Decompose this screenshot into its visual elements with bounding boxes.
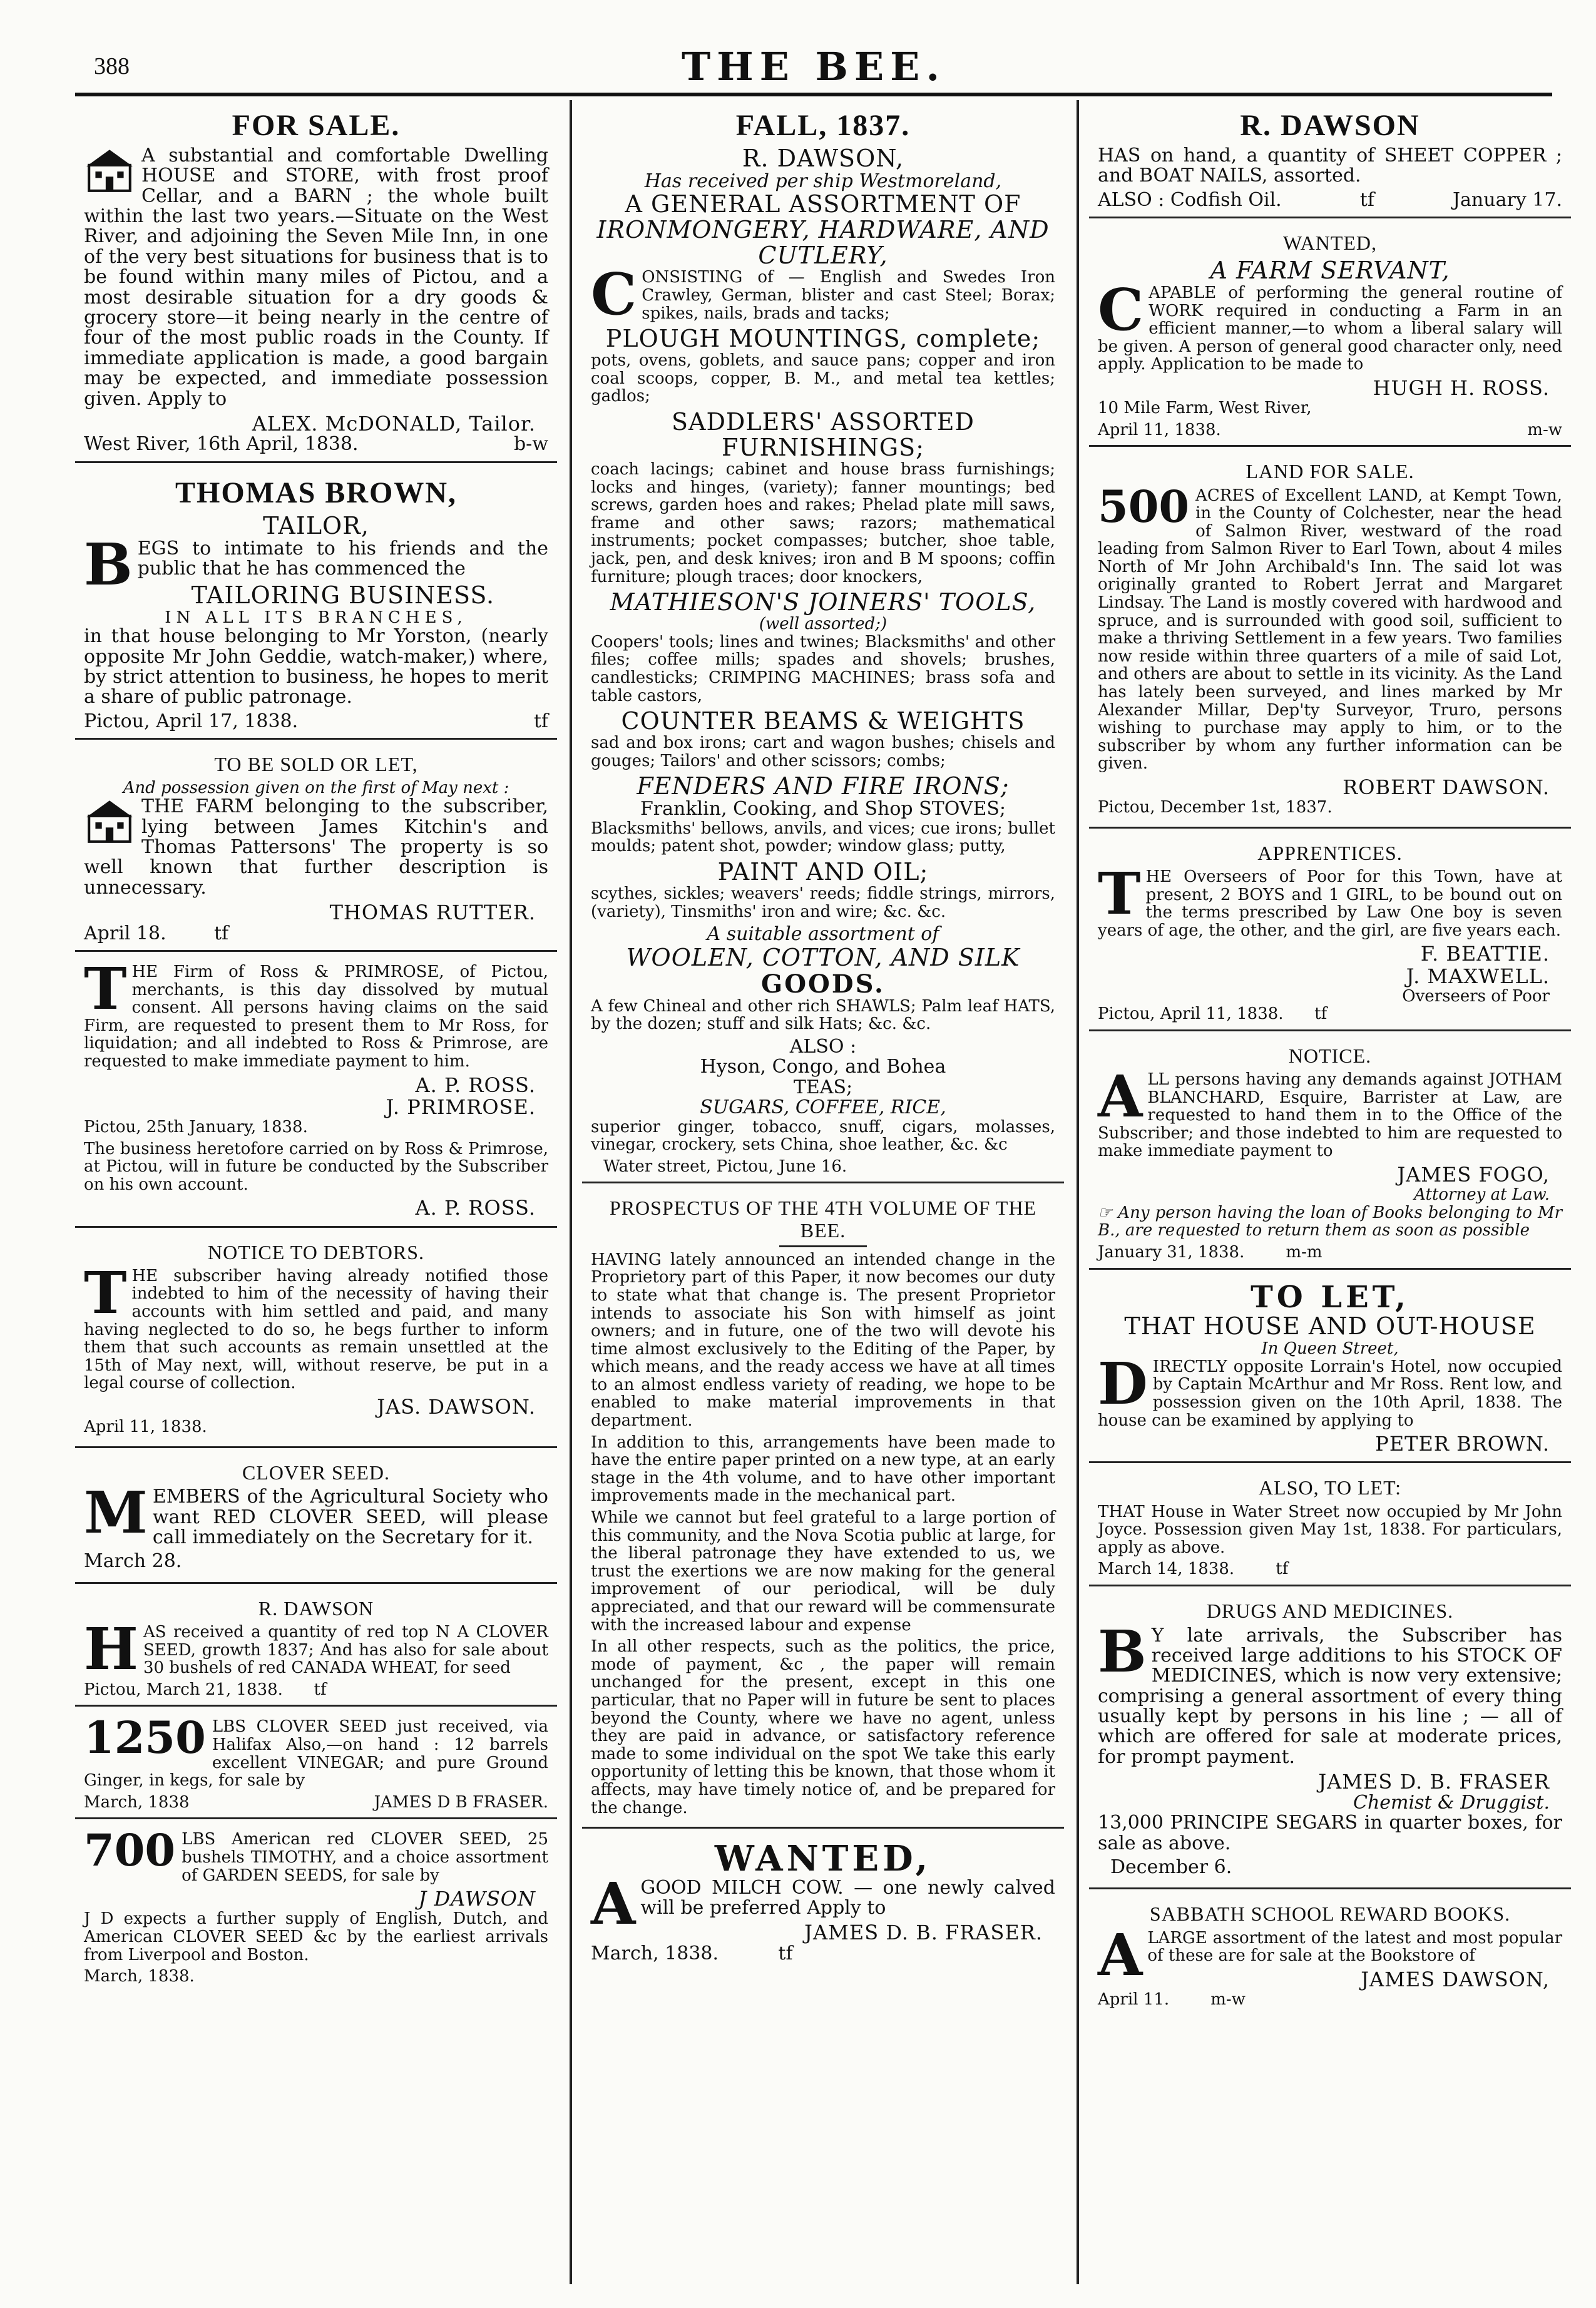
column-3 bbox=[1089, 103, 1571, 2275]
ad-assorted: (well assorted;) bbox=[759, 615, 888, 634]
drop-cap: H bbox=[84, 1615, 138, 1683]
big-number: 700 bbox=[84, 1824, 176, 1877]
ad-code: tf bbox=[1314, 1004, 1327, 1024]
ad-teas: TEAS; bbox=[793, 1076, 853, 1098]
ad-business: TAILORING BUSINESS. bbox=[191, 581, 495, 610]
article-paragraph: In all other respects, such as the politics, the price, mode of payment, &c , the paper will remain unchanged for the present, except in this one particular, that no Paper will in future be sent to places beyond the County, where we have no agent, unless they are paid in advance, or satisfactory reference made to some individual on the spot We take this early opportunity of letting this be known, that those whom it affects, may have timely notice of, and be prepared for the change. bbox=[591, 1637, 1055, 1817]
clover-seed-ad bbox=[75, 1456, 557, 1584]
ad-signature: ROBERT DAWSON. bbox=[1343, 775, 1550, 800]
title-rule bbox=[779, 1245, 867, 1247]
ad-code: tf bbox=[533, 710, 548, 732]
ad-body: Y late arrivals, the Subscriber has received large additions to his STOCK OF MEDICINES, which is now very extensive; comprising a general assortment of every thing usually kept by persons in his line ; — all of which are offered for sale at moderate prices, for prompt payment. bbox=[1098, 1624, 1562, 1768]
ad-signature: J DAWSON bbox=[418, 1887, 536, 1911]
ad-coopers: Coopers' tools; lines and twines; Blacksmiths' and other files; coffee mills; spades and shovels; brushes, candlesticks; CRIMPING MACHINES; brass sofa and table castors, bbox=[591, 632, 1055, 705]
ad-date: Water street, Pictou, June 16. bbox=[603, 1157, 847, 1176]
drop-cap: A bbox=[1098, 1921, 1143, 1989]
ad-title: THOMAS BROWN, bbox=[175, 476, 458, 509]
ad-body: LBS CLOVER SEED just received, via Halifax Also,—on hand : 12 barrels excellent VINEGAR; and pure Ground Ginger, in kegs, for sale by bbox=[84, 1717, 548, 1790]
ad-note: J D expects a further supply of English, Dutch, and American CLOVER SEED &c by the earliest arrivals from Liverpool and Boston. bbox=[84, 1909, 548, 1964]
column-divider bbox=[570, 100, 572, 2284]
ad-code: m-w bbox=[1527, 420, 1562, 439]
article-paragraph: HAVING lately announced an intended change in the Proprietory part of this Paper, it now becomes our duty to state what that change is. The present Proprietor intends to associate his Son with himself as joint owners; and in future, one of the two will devote his time almost exclusively to the Editing of the Paper, by which means, and the ready access we have at all times to an almost endless variety of reading, we hope to be enabled to make material improvements in that department. bbox=[591, 1250, 1055, 1431]
ad-body: HE Firm of Ross & PRIMROSE, of Pictou, merchants, is this day dissolved by mutual consent. All persons having claims on the said Firm, are requested to present them to Mr Ross, for liquidation; and all indebted to Ross & Primrose, are requested to make immediate payment to him. bbox=[84, 963, 548, 1071]
ad-signature: JAMES D B FRASER. bbox=[374, 1792, 548, 1812]
ad-sugars: SUGARS, COFFEE, RICE, bbox=[700, 1096, 946, 1119]
also-to-let-ad bbox=[1089, 1471, 1571, 1586]
ad-body: LARGE assortment of the latest and most popular of these are for sale at the Bookstore of bbox=[1147, 1928, 1562, 1966]
ad-code: tf bbox=[314, 1680, 327, 1699]
ad-also: ALSO : bbox=[789, 1036, 857, 1058]
ad-signature: A. P. ROSS. bbox=[415, 1196, 536, 1220]
ad-signature: ALEX. McDONALD, Tailor. bbox=[252, 411, 536, 436]
ad-title: FALL, 1837. bbox=[735, 109, 911, 142]
dawson-copper-ad bbox=[1089, 103, 1571, 218]
debtors-notice-ad bbox=[75, 1235, 557, 1448]
ad-date: April 11. bbox=[1098, 1989, 1170, 2009]
ad-body: THAT House in Water Street now occupied by Mr John Joyce. Possession given May 1st, 1838. For particulars, apply as above. bbox=[1098, 1502, 1562, 1557]
ad-shawls: A few Chineal and other rich SHAWLS; Palm leaf HATS, by the dozen; stuff and silk Hats; &c. &c. bbox=[591, 996, 1055, 1034]
drugs-medicines-ad bbox=[1089, 1594, 1571, 1889]
ad-pots: pots, ovens, goblets, and sauce pans; copper and iron coal scoops, copper, B. M., and metal tea kettles; gadlos; bbox=[591, 351, 1055, 406]
ad-signature: JAMES D. B. FRASER. bbox=[804, 1921, 1043, 1945]
ad-role: Attorney at Law. bbox=[1414, 1185, 1550, 1205]
ad-name: R. DAWSON, bbox=[742, 144, 904, 172]
ad-code: tf bbox=[213, 922, 229, 944]
house-icon bbox=[84, 147, 135, 192]
column-1 bbox=[75, 103, 557, 2275]
ad-intro: EGS to intimate to his friends and the public that he has commenced the bbox=[137, 537, 548, 580]
ad-date: March, 1838. bbox=[591, 1942, 719, 1964]
ad-iron: IRONMONGERY, HARDWARE, AND CUTLERY, bbox=[596, 216, 1050, 270]
article-paragraph: While we cannot but feel grateful to a large portion of this community, and the Nova Scotia public at large, for the liberal patronage they have extended to us, we trust the exertions we are now making for the general improvement of our periodical, will be duly appreciated, and that our reward will be commensurate with the increased labour and expense bbox=[591, 1508, 1055, 1635]
ad-title: WANTED, bbox=[1282, 232, 1378, 254]
ad-title: WANTED, bbox=[714, 1838, 932, 1880]
column-2 bbox=[582, 103, 1064, 2275]
ad-fenders: FENDERS AND FIRE IRONS; bbox=[637, 772, 1010, 800]
ad-title: LAND FOR SALE. bbox=[1246, 460, 1414, 483]
ad-signature: JAMES D. B. FRASER bbox=[1318, 1770, 1550, 1794]
sabbath-books-ad bbox=[1089, 1897, 1571, 2014]
wanted-cow-ad bbox=[582, 1836, 1064, 1970]
ad-plough: PLOUGH MOUNTINGS, complete; bbox=[605, 325, 1041, 353]
big-number: 500 bbox=[1098, 480, 1190, 533]
ad-subtitle: TAILOR, bbox=[263, 511, 369, 539]
ad-place: 10 Mile Farm, West River, bbox=[1098, 399, 1312, 418]
ad-date: April 11, 1838. bbox=[1098, 420, 1221, 439]
drop-cap: C bbox=[591, 260, 637, 329]
ad-date: January 31, 1838. bbox=[1098, 1243, 1245, 1262]
drop-cap: T bbox=[84, 1259, 127, 1327]
ad-body: LBS American red CLOVER SEED, 25 bushels TIMOTHY, and a choice assortment of GARDEN SEEDS, for sale by bbox=[182, 1830, 548, 1885]
ad-body: HAS on hand, a quantity of SHEET COPPER ; and BOAT NAILS, assorted. bbox=[1098, 144, 1562, 187]
ross-primrose-ad bbox=[75, 955, 557, 1228]
ad-role: Overseers of Poor bbox=[1402, 986, 1550, 1006]
page-header bbox=[75, 44, 1552, 94]
drop-cap: D bbox=[1098, 1349, 1148, 1417]
ad-woolen: WOOLEN, COTTON, AND SILK bbox=[626, 943, 1020, 971]
drop-cap: M bbox=[84, 1479, 148, 1547]
ad-body: EMBERS of the Agricultural Society who want RED CLOVER SEED, will please call immediately on the Secretary for it. bbox=[152, 1486, 548, 1549]
ad-code: b-w bbox=[513, 433, 548, 456]
ad-date: December 6. bbox=[1110, 1856, 1232, 1878]
apprentices-ad bbox=[1089, 836, 1571, 1031]
ad-subtitle: And possession given on the first of May next : bbox=[123, 778, 509, 797]
ad-date: January 17. bbox=[1453, 188, 1562, 211]
ad-title: APPRENTICES. bbox=[1257, 841, 1403, 864]
ad-scythes: scythes, sickles; weavers' reeds; fiddle strings, mirrors, (variety), Tinsmiths' iron and wire; &c. &c. bbox=[591, 884, 1055, 921]
ad-signature: J. MAXWELL. bbox=[1406, 964, 1550, 988]
ad-date: Pictou, 25th January, 1838. bbox=[84, 1118, 308, 1137]
thomas-brown-ad bbox=[75, 471, 557, 740]
ad-role: Chemist & Druggist. bbox=[1353, 1791, 1550, 1814]
ad-title: TO BE SOLD OR LET, bbox=[214, 753, 418, 776]
ad-signature: JAMES FOGO, bbox=[1397, 1163, 1550, 1187]
ad-body: LL persons having any demands against JOTHAM BLANCHARD, Esquire, Barrister at Law, are requested to hand them in to the Office of the Subscriber; and those indebted to him are requested to make immediate payment to bbox=[1098, 1070, 1562, 1161]
ad-code: m-w bbox=[1210, 1989, 1246, 2009]
pointing-hand-icon: ☞ bbox=[1098, 1203, 1118, 1222]
masthead: THE BEE. bbox=[681, 44, 946, 89]
house-icon bbox=[84, 798, 135, 843]
ad-title: R. DAWSON bbox=[1240, 109, 1420, 142]
ad-street: In Queen Street, bbox=[1261, 1339, 1399, 1359]
ad-house: THAT HOUSE AND OUT-HOUSE bbox=[1124, 1312, 1536, 1340]
drop-cap: T bbox=[84, 955, 127, 1023]
ad-body: ACRES of Excellent LAND, at Kempt Town, in the County of Colchester, near the head of Salmon River, westward of the road leading from Salmon River to Earl Town, about 4 miles North of Mr John Archibald's Inn. The said lot was originally granted to Robert Jerrat and Margaret Lindsay. The Land is mostly covered with hardwood and spruce, and is surrounded with good soil, sufficient to make a thriving Settlement in a few years. Two families now reside within three quarters of a mile of said Lot, and others are about to settle in its vicinity. As the Land has lately been surveyed, and lines marked by Mr Alexander Millar, Dep'ty Surveyor, Truro, persons wishing to purchase may apply to him, or to the subscriber by whom any further information can be given. bbox=[1098, 486, 1562, 774]
ad-body: IRECTLY opposite Lorrain's Hotel, now occupied by Captain McArthur and Mr Ross. Rent low, and possession given on the 10th April, 1838. The house can be examined by applying to bbox=[1098, 1357, 1562, 1430]
fall-1837-ad bbox=[582, 103, 1064, 1183]
ad-stoves: Franklin, Cooking, and Shop STOVES; bbox=[640, 798, 1006, 820]
drop-cap: A bbox=[1098, 1063, 1143, 1131]
ad-signature: JAMES DAWSON, bbox=[1361, 1967, 1550, 1991]
ad-paint: PAINT AND OIL; bbox=[717, 857, 929, 886]
ad-body: APABLE of performing the general routine of WORK required in conducting a Farm in an efficient manner,—to whom a liberal salary will be given. A person of general good character only, need apply. Application to be made to bbox=[1098, 283, 1562, 374]
dawson-seed-ad bbox=[75, 1591, 557, 1707]
ad-signature: J. PRIMROSE. bbox=[386, 1095, 536, 1119]
ad-date: Pictou, April 11, 1838. bbox=[1098, 1004, 1284, 1024]
ad-title: NOTICE TO DEBTORS. bbox=[207, 1240, 425, 1264]
ad-signature: JAS. DAWSON. bbox=[377, 1394, 536, 1419]
ad-date: Pictou, March 21, 1838. bbox=[84, 1680, 283, 1699]
ad-date: March 14, 1838. bbox=[1098, 1560, 1235, 1579]
page-number: 388 bbox=[94, 53, 130, 79]
ad-title: FOR SALE. bbox=[232, 109, 401, 142]
land-for-sale-ad bbox=[1089, 454, 1571, 828]
ad-code: m-m bbox=[1286, 1243, 1322, 1262]
ad-title: DRUGS AND MEDICINES. bbox=[1206, 1599, 1454, 1622]
ad-note: Any person having the loan of Books belonging to Mr B., are requested to return them as soon as possible bbox=[1098, 1203, 1562, 1240]
drop-cap: T bbox=[1098, 859, 1141, 927]
ad-bellows: Blacksmiths' bellows, anvils, and vices; cue irons; bullet moulds; patent shot, powder; window glass; putty, bbox=[591, 819, 1055, 856]
ad-body: A substantial and comfortable Dwelling HOUSE and STORE, with frost proof Cellar, and a BARN ; the whole built within the last two years.—Situate on the West River, and adjoining the Seven Mile Inn, in one of the very best situations for business that is to be found within many miles of Pictou, and a most desirable situation for a dry goods & grocery store—it being nearly in the centre of four of the most public roads in the County. If immediate application is made, a good bargain may be expected, and immediate possession given. Apply to bbox=[84, 144, 548, 410]
ad-spaced: IN ALL ITS BRANCHES, bbox=[165, 608, 468, 627]
ad-title: NOTICE. bbox=[1288, 1044, 1372, 1067]
ad-date: April 18. bbox=[84, 922, 166, 944]
ad-also: ALSO : Codfish Oil. bbox=[1098, 188, 1282, 211]
drop-cap: B bbox=[1098, 1617, 1147, 1685]
article-title: PROSPECTUS OF THE 4TH VOLUME OF THE BEE. bbox=[609, 1197, 1037, 1242]
header-rule bbox=[75, 93, 1552, 96]
ad-general: A GENERAL ASSORTMENT OF bbox=[625, 190, 1021, 218]
drop-cap: A bbox=[591, 1869, 636, 1938]
ad-suitable: A suitable assortment of bbox=[707, 923, 939, 946]
ad-body: THE FARM belonging to the subscriber, lying between James Kitchin's and Thomas Pattersons' The property is so well known that further description is unnecessary. bbox=[84, 795, 548, 899]
ad-note: The business heretofore carried on by Ross & Primrose, at Pictou, will in future be conducted by the Subscriber on his own account. bbox=[84, 1139, 548, 1194]
ad-code: tf bbox=[778, 1942, 793, 1964]
drop-cap: C bbox=[1098, 275, 1144, 344]
drop-cap: B bbox=[84, 530, 133, 598]
ad-segars: 13,000 PRINCIPE SEGARS in quarter boxes, for sale as above. bbox=[1098, 1812, 1562, 1854]
ad-joiners: MATHIESON'S JOINERS' TOOLS, bbox=[610, 588, 1036, 616]
ad-body: AS received a quantity of red top N A CLOVER SEED, growth 1837; And has also for sale about 30 bushels of red CANADA WHEAT, for seed bbox=[143, 1623, 548, 1678]
ad-signature: F. BEATTIE. bbox=[1420, 942, 1550, 966]
ad-date: March 28. bbox=[84, 1550, 182, 1573]
ad-title: R. DAWSON bbox=[258, 1596, 374, 1620]
ad-body: GOOD MILCH COW. — one newly calved will be preferred Apply to bbox=[640, 1876, 1055, 1919]
ad-consisting: ONSISTING of — English and Swedes Iron Crawley, German, blister and cast Steel; Borax; spikes, nails, brads and tacks; bbox=[642, 268, 1055, 323]
ad-date: March, 1838 bbox=[84, 1792, 190, 1812]
ad-coach: coach lacings; cabinet and house brass furnishings; locks and hinges, (variety); fanner mountings; bed screws, garden hoes and rakes; Phelad plate mill saws, frame and other saws; razors; mathematical instruments; pocket compasses; butcher, shoe table, jack, pen, and desk knives; iron and B M spoons; coffin furniture; plough traces; door knockers, bbox=[591, 460, 1055, 586]
farm-servant-ad bbox=[1089, 226, 1571, 447]
ad-signature: THOMAS RUTTER. bbox=[329, 901, 536, 925]
ad-counter: COUNTER BEAMS & WEIGHTS bbox=[621, 707, 1025, 735]
ad-date: Pictou, April 17, 1838. bbox=[84, 710, 299, 732]
ad-code: tf bbox=[1276, 1560, 1289, 1579]
ad-sad: sad and box irons; cart and wagon bushes; chisels and gouges; Tailors' and other scissors; combs; bbox=[591, 733, 1055, 770]
ad-hyson: Hyson, Congo, and Bohea bbox=[700, 1056, 946, 1078]
ad-ginger: superior ginger, tobacco, snuff, cigars, molasses, vinegar, crockery, sets China, shoe leather, &c. &c bbox=[591, 1117, 1055, 1155]
article-paragraph: In addition to this, arrangements have been made to have the entire paper printed on a new type, at an early stage in the 4th volume, and to have other important improvements made in the mechanical part. bbox=[591, 1432, 1055, 1506]
ad-date: March, 1838. bbox=[84, 1967, 195, 1986]
ad-body: in that house belonging to Mr Yorston, (nearly opposite Mr John Geddie, watch-maker,) where, by strict attention to business, he hopes to merit a share of public patronage. bbox=[84, 625, 548, 708]
ad-signature: PETER BROWN. bbox=[1375, 1432, 1550, 1456]
ad-date: Pictou, December 1st, 1837. bbox=[1098, 798, 1333, 817]
ad-subtitle: A FARM SERVANT, bbox=[1210, 257, 1450, 285]
prospectus-article bbox=[582, 1191, 1064, 1829]
ad-date: West River, 16th April, 1838. bbox=[84, 433, 359, 456]
ad-code: tf bbox=[1359, 188, 1374, 211]
for-sale-ad bbox=[75, 103, 557, 463]
ad-ship: Has received per ship Westmoreland, bbox=[644, 170, 1002, 192]
ad-title: SABBATH SCHOOL REWARD BOOKS. bbox=[1149, 1902, 1511, 1926]
ad-goods: GOODS. bbox=[761, 969, 885, 999]
lbs-1250-ad bbox=[75, 1714, 557, 1819]
ad-body: HE subscriber having already notified those indebted to him of the necessity of having their accounts with him settled and paid, and many having neglected to do so, he begs further to inform them that such accounts as remain unsettled at the 15th of May next, will, without reserve, be put in a legal course of collection. bbox=[84, 1266, 548, 1393]
column-divider bbox=[1077, 100, 1079, 2284]
ad-signature: A. P. ROSS. bbox=[415, 1073, 536, 1097]
to-let-ad bbox=[1089, 1277, 1571, 1464]
lbs-700-ad bbox=[75, 1824, 557, 1995]
ad-title: CLOVER SEED. bbox=[242, 1461, 390, 1484]
to-be-sold-ad bbox=[75, 747, 557, 952]
big-number: 1250 bbox=[84, 1712, 206, 1764]
ad-title: TO LET, bbox=[1251, 1279, 1409, 1315]
ad-body: HE Overseers of Poor for this Town, have at present, 2 BOYS and 1 GIRL, to be bound out on the terms prescribed by Law One boy is seven years of age, the other, and the girl, are five years each. bbox=[1098, 867, 1562, 940]
ad-saddlers: SADDLERS' ASSORTED FURNISHINGS; bbox=[671, 407, 975, 461]
ad-signature: HUGH H. ROSS. bbox=[1373, 375, 1550, 400]
notice-ad bbox=[1089, 1039, 1571, 1270]
ad-date: April 11, 1838. bbox=[84, 1417, 207, 1437]
ad-title: ALSO, TO LET: bbox=[1259, 1476, 1401, 1499]
